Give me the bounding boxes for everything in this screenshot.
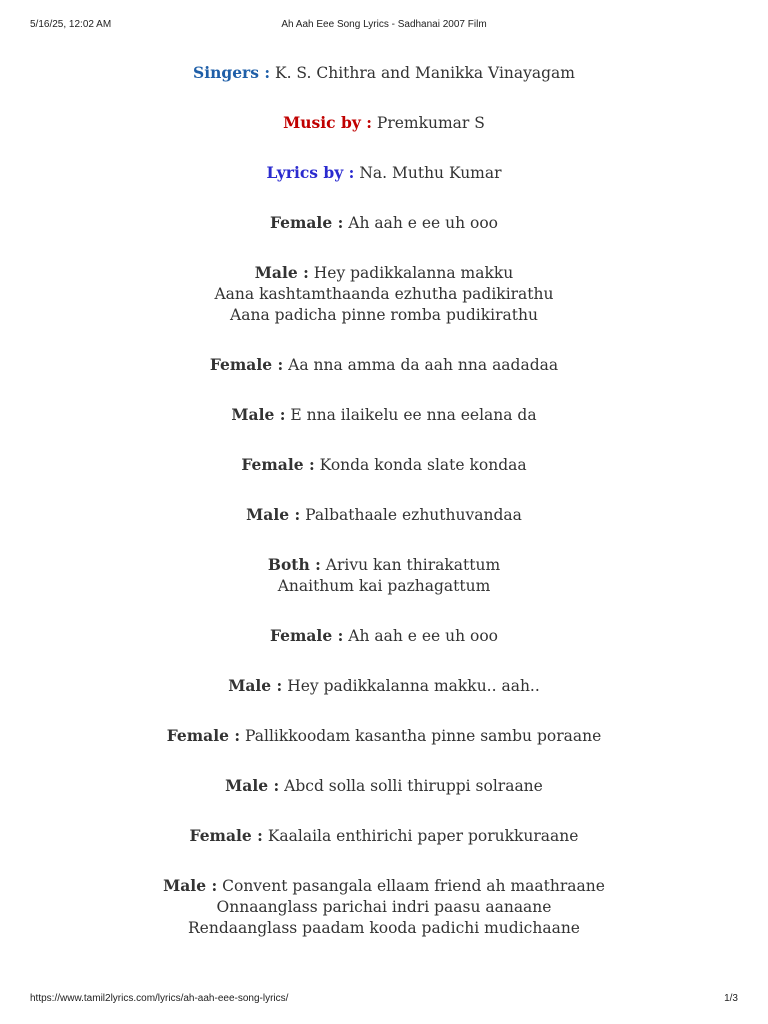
lyric-text: Arivu kan thirakattum <box>325 556 501 574</box>
verse <box>0 775 768 797</box>
lyrics-content <box>0 62 768 967</box>
lyric-text: Anaithum kai pazhagattum <box>277 577 491 595</box>
music-credit <box>0 112 768 134</box>
singer-role: Male : <box>225 776 280 795</box>
lyric-line <box>0 625 768 647</box>
verses-list <box>0 212 768 939</box>
lyric-line <box>0 875 768 897</box>
lyric-line <box>0 305 768 326</box>
lyric-text: Onnaanglass parichai indri paasu aanaane <box>216 898 552 916</box>
lyric-text: Rendaanglass paadam kooda padichi mudichaane <box>188 919 580 937</box>
print-title: Ah Aah Eee Song Lyrics - Sadhanai 2007 Film <box>281 19 487 30</box>
singer-role: Female : <box>166 726 241 745</box>
lyric-line <box>0 918 768 939</box>
lyric-text: Abcd solla solli thiruppi solraane <box>284 777 543 795</box>
singers-credit <box>0 62 768 84</box>
singer-role: Female : <box>189 826 263 845</box>
page-url: https://www.tamil2lyrics.com/lyrics/ah-aah-eee-song-lyrics/ <box>30 993 289 1004</box>
lyric-text: Palbathaale ezhuthuvandaa <box>305 506 522 524</box>
lyric-line <box>0 404 768 426</box>
lyric-line <box>0 775 768 797</box>
lyric-text: Hey padikkalanna makku <box>313 264 514 282</box>
lyric-text: Kaalaila enthirichi paper porukkuraane <box>267 827 579 845</box>
lyric-text: Ah aah e ee uh ooo <box>348 214 499 232</box>
lyrics-value: Na. Muthu Kumar <box>359 164 502 182</box>
lyric-text: E nna ilaikelu ee nna eelana da <box>290 406 537 424</box>
singer-role: Female : <box>269 626 344 645</box>
singer-role: Male : <box>228 676 283 695</box>
verse <box>0 354 768 376</box>
music-label: Music by : <box>283 113 372 132</box>
verse <box>0 404 768 426</box>
lyric-line <box>0 212 768 234</box>
verse <box>0 554 768 597</box>
verse <box>0 504 768 526</box>
print-footer <box>0 993 768 1007</box>
lyric-text: Pallikkoodam kasantha pinne sambu poraane <box>245 727 602 745</box>
lyric-text: Aa nna amma da aah nna aadadaa <box>288 356 559 374</box>
singer-role: Male : <box>231 405 286 424</box>
singer-role: Female : <box>269 213 344 232</box>
lyric-text: Convent pasangala ellaam friend ah maathraane <box>222 877 605 895</box>
lyric-line <box>0 554 768 576</box>
lyric-text: Konda konda slate kondaa <box>319 456 527 474</box>
lyric-line <box>0 262 768 284</box>
verse <box>0 675 768 697</box>
lyric-line <box>0 725 768 747</box>
page-number: 1/3 <box>724 993 738 1004</box>
lyrics-label: Lyrics by : <box>266 163 355 182</box>
singer-role: Male : <box>163 876 218 895</box>
lyric-line <box>0 897 768 918</box>
verse <box>0 725 768 747</box>
lyric-text: Aana padicha pinne romba pudikirathu <box>230 306 538 324</box>
lyric-text: Aana kashtamthaanda ezhutha padikirathu <box>214 285 554 303</box>
music-value: Premkumar S <box>376 114 485 132</box>
lyrics-credit <box>0 162 768 184</box>
lyric-line <box>0 675 768 697</box>
singer-role: Both : <box>267 555 321 574</box>
lyric-text: Hey padikkalanna makku.. aah.. <box>287 677 540 695</box>
lyric-line <box>0 576 768 597</box>
singer-role: Female : <box>241 455 315 474</box>
verse <box>0 825 768 847</box>
lyric-line <box>0 504 768 526</box>
verse <box>0 625 768 647</box>
verse <box>0 875 768 939</box>
print-timestamp: 5/16/25, 12:02 AM <box>30 19 112 30</box>
print-header <box>0 19 768 33</box>
lyric-text: Ah aah e ee uh ooo <box>348 627 499 645</box>
singer-role: Female : <box>209 355 284 374</box>
singers-label: Singers : <box>193 63 271 82</box>
verse <box>0 212 768 234</box>
lyric-line <box>0 284 768 305</box>
singer-role: Male : <box>246 505 301 524</box>
singers-value: K. S. Chithra and Manikka Vinayagam <box>275 64 575 82</box>
lyric-line <box>0 354 768 376</box>
singer-role: Male : <box>254 263 309 282</box>
lyric-line <box>0 825 768 847</box>
verse <box>0 454 768 476</box>
verse <box>0 262 768 326</box>
lyric-line <box>0 454 768 476</box>
